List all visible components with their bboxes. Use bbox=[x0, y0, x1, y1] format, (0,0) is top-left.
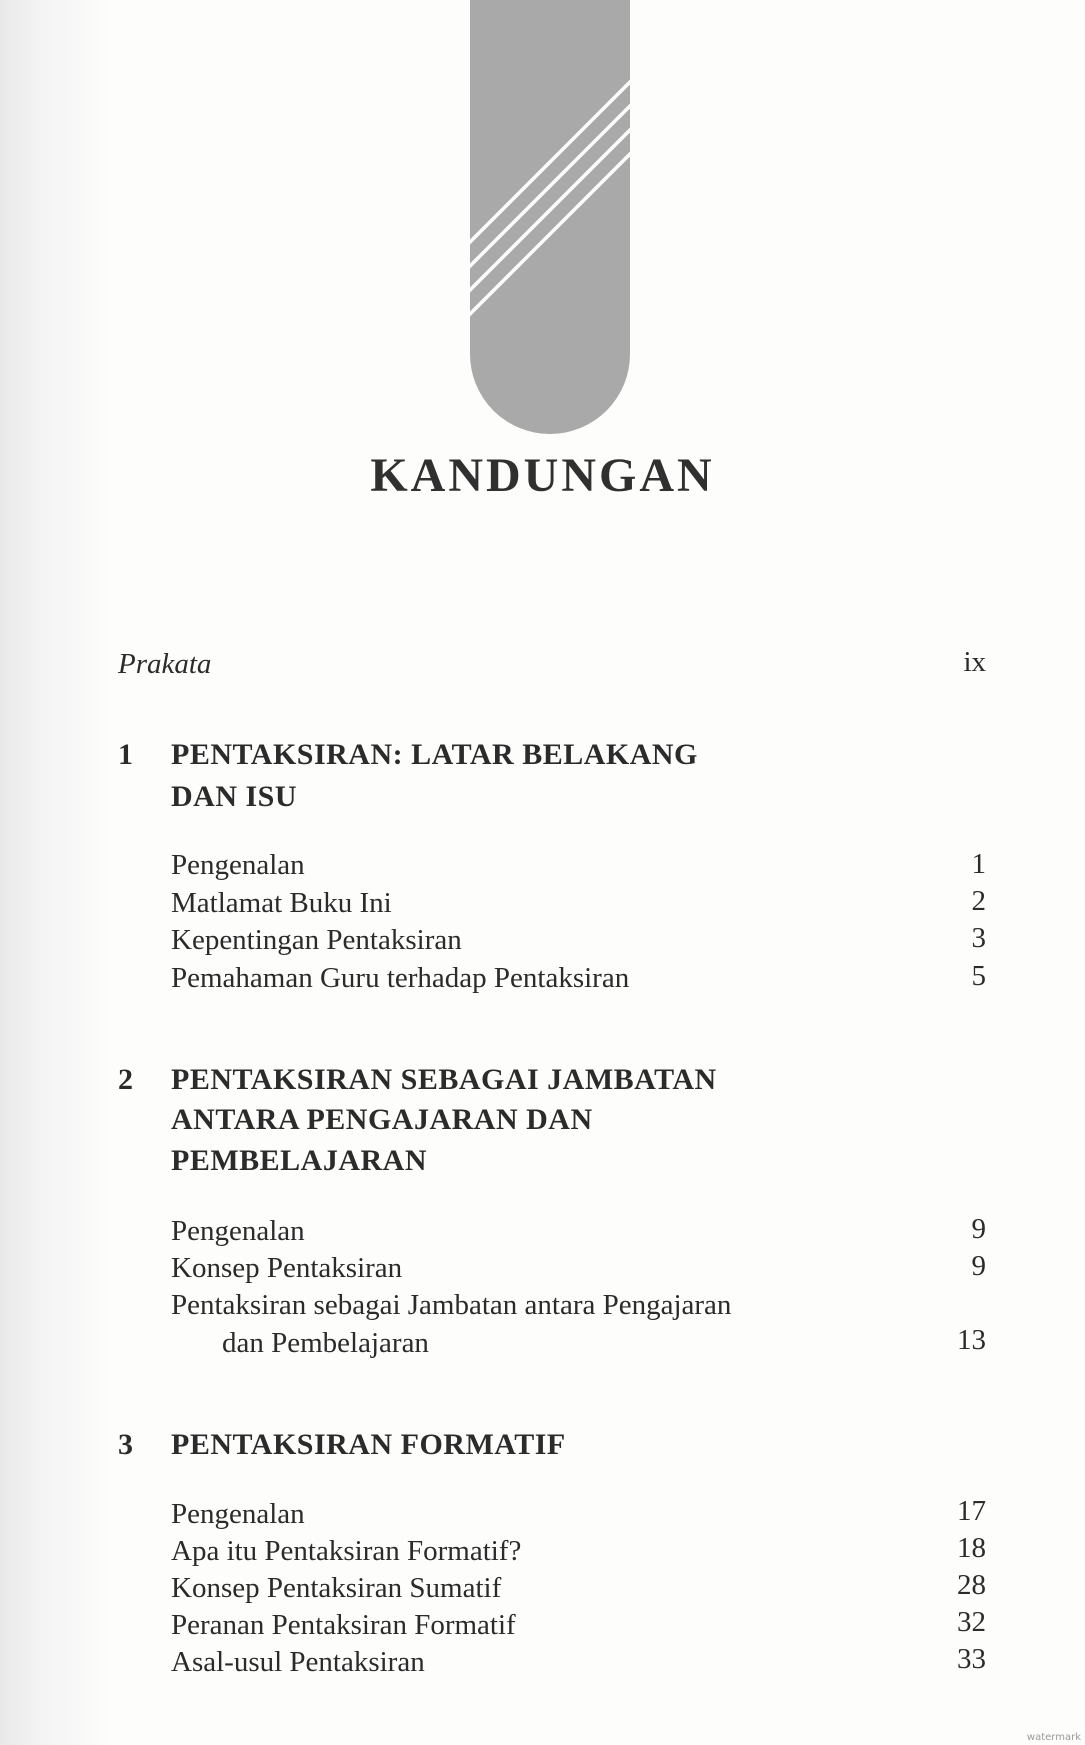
chapter-2-number: 2 bbox=[118, 1063, 133, 1096]
chapter-2-entry-1-label: Pengenalan bbox=[171, 1215, 305, 1247]
chapter-2-title-line-1: PENTAKSIRAN SEBAGAI JAMBATAN bbox=[171, 1063, 717, 1096]
chapter-3-title-line-1: PENTAKSIRAN FORMATIF bbox=[171, 1428, 566, 1461]
chapter-1-entry-4-label: Pemahaman Guru terhadap Pentaksiran bbox=[171, 962, 630, 994]
chapter-3-entry-3-page: 28 bbox=[957, 1569, 986, 1601]
toc-prakata-page: ix bbox=[963, 646, 986, 678]
chapter-3-entry-2-label: Apa itu Pentaksiran Formatif? bbox=[171, 1535, 522, 1567]
chapter-2-entry-3-page: 13 bbox=[957, 1324, 986, 1356]
chapter-3-entry-5-page: 33 bbox=[957, 1643, 986, 1675]
chapter-3-entry-4-page: 32 bbox=[957, 1606, 986, 1638]
chapter-1-entry-3-label: Kepentingan Pentaksiran bbox=[171, 924, 462, 956]
chapter-2-entry-3-label: Pentaksiran sebagai Jambatan antara Pengajaran bbox=[171, 1289, 732, 1321]
ornament-banner-icon bbox=[470, 0, 630, 434]
chapter-2-title-line-2: ANTARA PENGAJARAN DAN bbox=[171, 1103, 593, 1136]
chapter-1-entry-2-page: 2 bbox=[971, 885, 986, 917]
page-edge-shadow bbox=[0, 0, 110, 1745]
chapter-1-entry-4-page: 5 bbox=[971, 960, 986, 992]
chapter-1-title-line-1: PENTAKSIRAN: LATAR BELAKANG bbox=[171, 738, 698, 771]
chapter-2-entry-2-label: Konsep Pentaksiran bbox=[171, 1252, 403, 1284]
chapter-3-entry-1-label: Pengenalan bbox=[171, 1498, 305, 1530]
page-title: KANDUNGAN bbox=[370, 449, 715, 502]
chapter-1-entry-3-page: 3 bbox=[971, 922, 986, 954]
toc-prakata-label: Prakata bbox=[118, 648, 212, 680]
chapter-3-entry-2-page: 18 bbox=[957, 1532, 986, 1564]
chapter-1-entry-1-label: Pengenalan bbox=[171, 849, 305, 881]
chapter-3-entry-1-page: 17 bbox=[957, 1495, 986, 1527]
chapter-2-title-line-3: PEMBELAJARAN bbox=[171, 1144, 428, 1177]
watermark-text: watermark bbox=[1026, 1732, 1081, 1743]
chapter-2-entry-3-continuation: dan Pembelajaran bbox=[222, 1327, 429, 1359]
chapter-3-number: 3 bbox=[118, 1428, 133, 1461]
chapter-3-entry-5-label: Asal-usul Pentaksiran bbox=[171, 1646, 425, 1678]
chapter-3-entry-4-label: Peranan Pentaksiran Formatif bbox=[171, 1609, 516, 1641]
chapter-1-number: 1 bbox=[118, 738, 133, 771]
chapter-2-entry-2-page: 9 bbox=[971, 1250, 986, 1282]
chapter-2-entry-1-page: 9 bbox=[971, 1213, 986, 1245]
chapter-1-title-line-2: DAN ISU bbox=[171, 780, 298, 813]
chapter-3-entry-3-label: Konsep Pentaksiran Sumatif bbox=[171, 1572, 502, 1604]
chapter-1-entry-2-label: Matlamat Buku Ini bbox=[171, 887, 392, 919]
chapter-1-entry-1-page: 1 bbox=[971, 848, 986, 880]
